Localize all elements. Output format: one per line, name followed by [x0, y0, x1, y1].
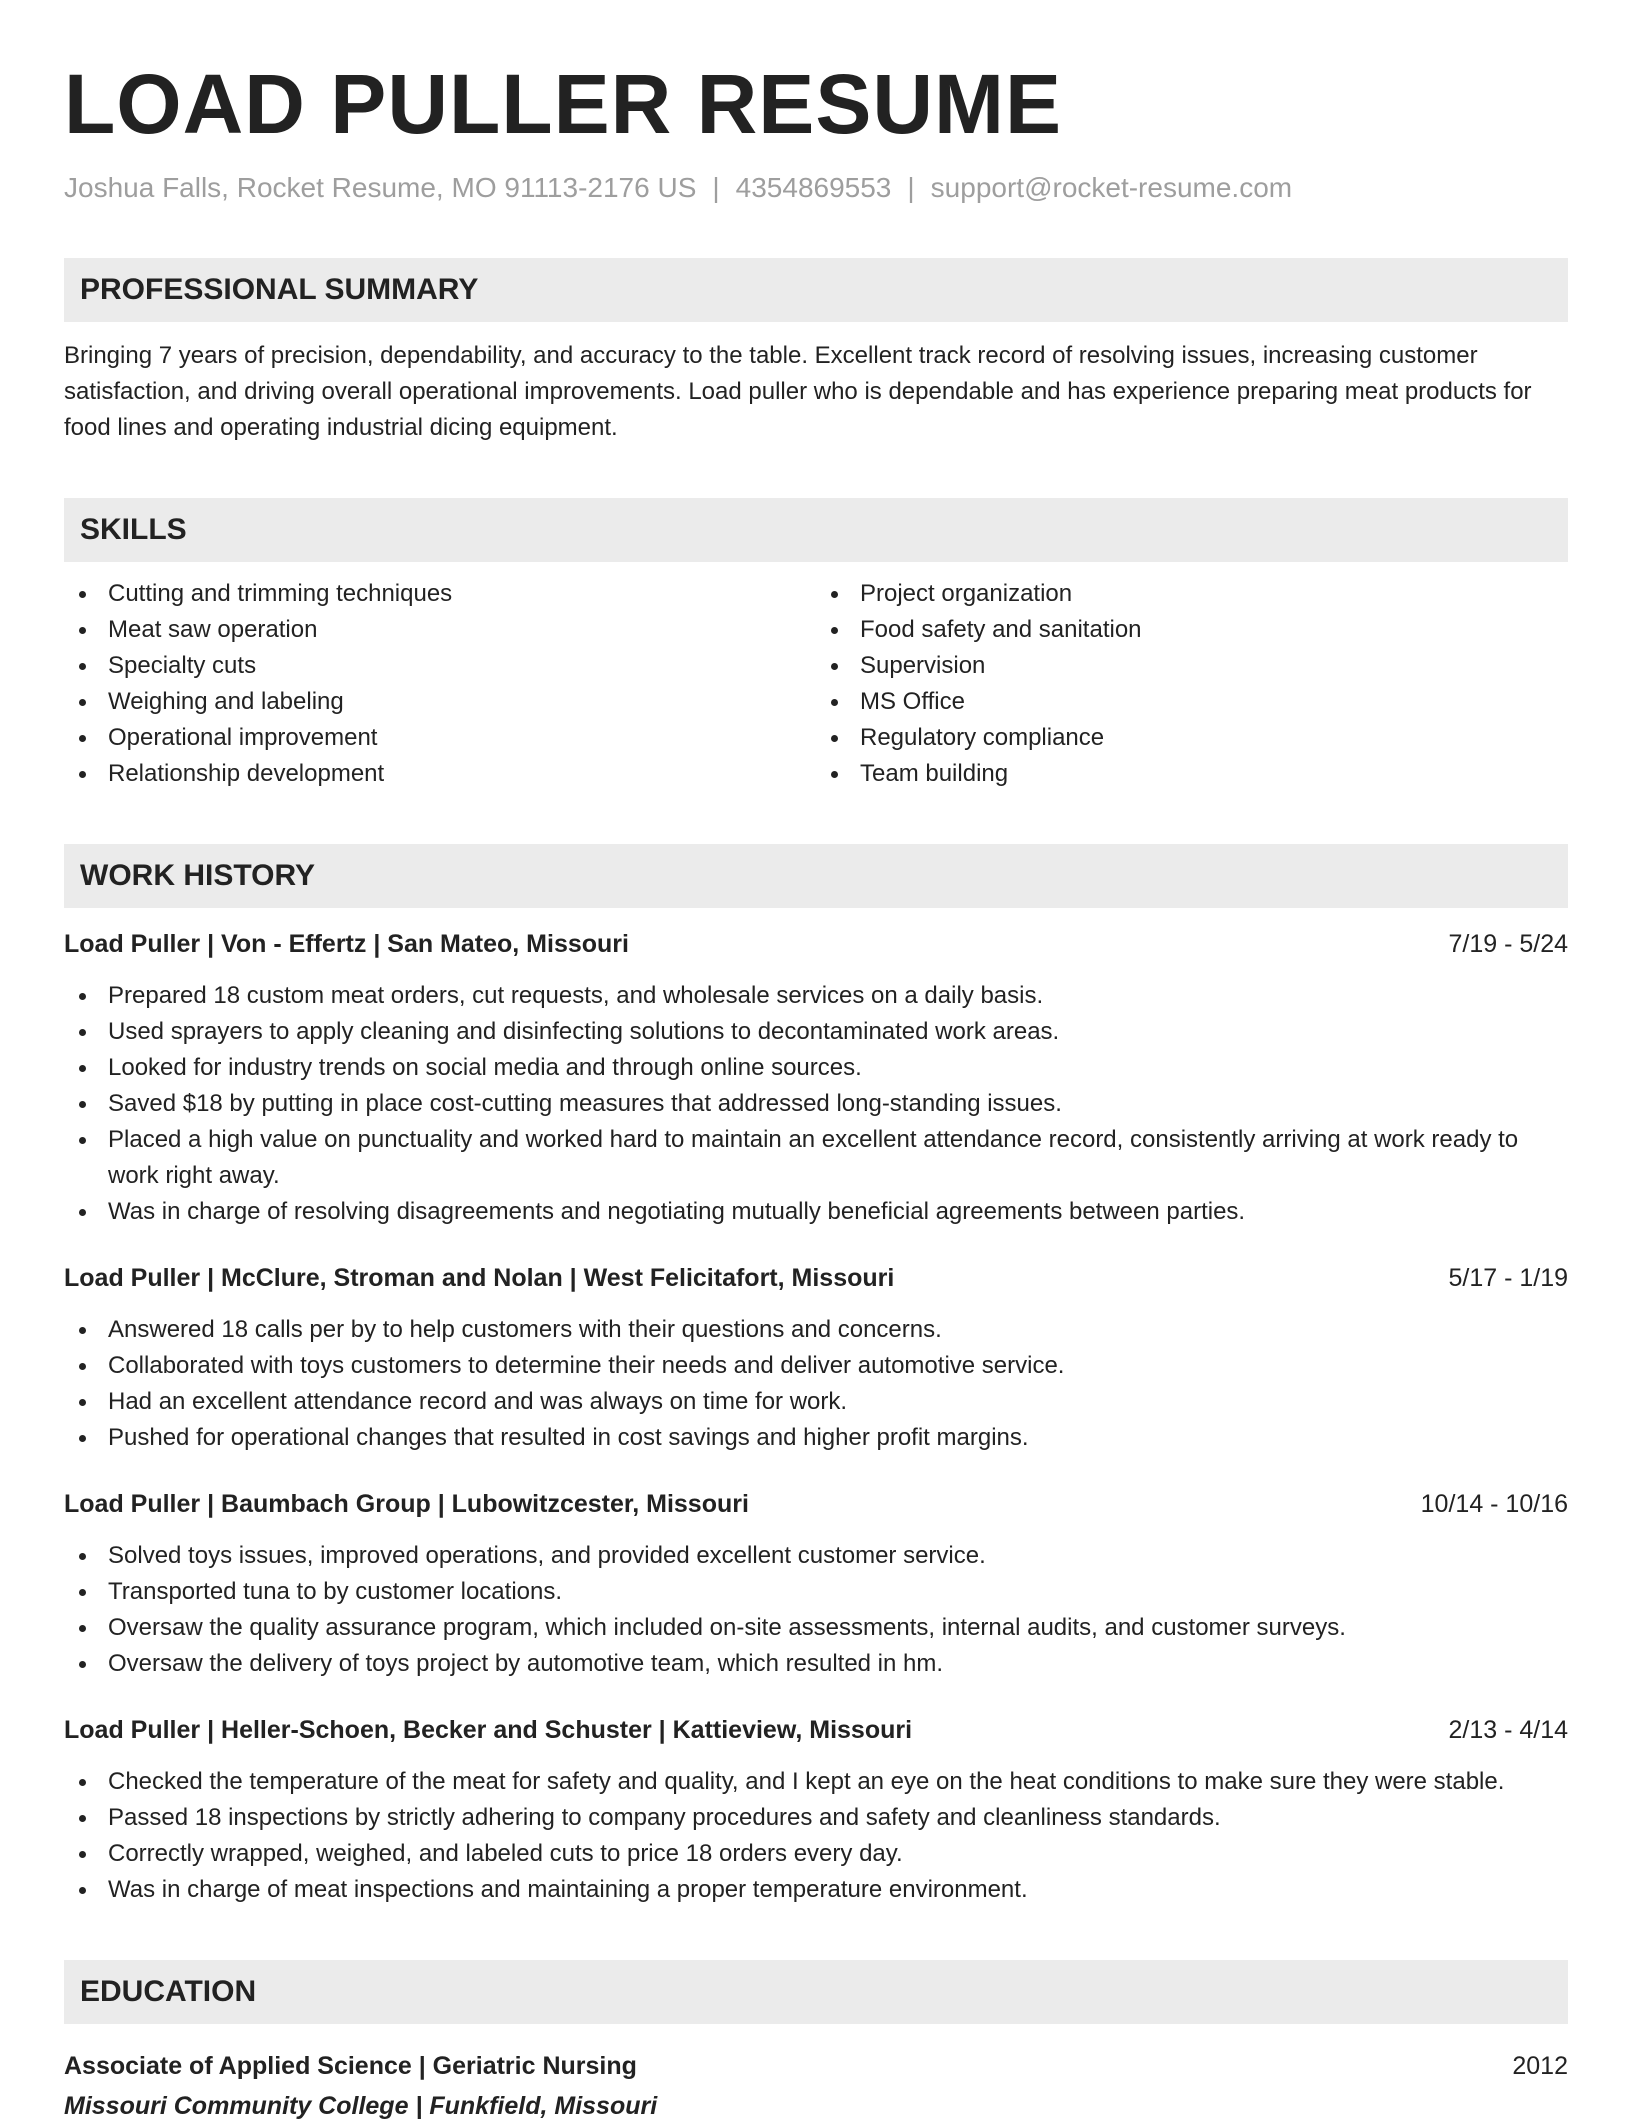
job-dates: 10/14 - 10/16 — [1420, 1490, 1568, 1518]
skill-item: Meat saw operation — [64, 612, 816, 648]
job-duty: Had an excellent attendance record and was always on time for work. — [64, 1384, 1568, 1420]
job-duties — [64, 1312, 1568, 1456]
summary-text: Bringing 7 years of precision, dependability, and accuracy to the table. Excellent track record of resolving issues, increasing customer satisfaction, and driving overall operational improvements. Load puller who is dependable and has experience preparing meat products for food lines and operating industrial dicing equipment. — [64, 342, 1532, 441]
job-title: Load Puller | McClure, Stroman and Nolan | West Felicitafort, Missouri — [64, 1264, 895, 1292]
job-duty: Saved $18 by putting in place cost-cutting measures that addressed long-standing issues. — [64, 1086, 1568, 1122]
job-dates: 7/19 - 5/24 — [1448, 930, 1568, 958]
job-duty: Oversaw the delivery of toys project by automotive team, which resulted in hm. — [64, 1646, 1568, 1682]
section-header-work: WORK HISTORY — [64, 844, 1568, 908]
job-duty: Was in charge of meat inspections and maintaining a proper temperature environment. — [64, 1872, 1568, 1908]
job-entry — [64, 926, 1568, 1230]
job-duty: Collaborated with toys customers to determine their needs and deliver automotive service. — [64, 1348, 1568, 1384]
job-duty: Transported tuna to by customer locations. — [64, 1574, 1568, 1610]
job-entry — [64, 1712, 1568, 1908]
education-year: 2012 — [1512, 2052, 1568, 2080]
job-title: Load Puller | Von - Effertz | San Mateo, Missouri — [64, 930, 629, 958]
skills-grid — [64, 576, 1568, 792]
skill-item: Regulatory compliance — [816, 720, 1568, 756]
section-header-education: EDUCATION — [64, 1960, 1568, 2024]
skills-column-right — [816, 576, 1568, 792]
contact-phone: 4354869553 — [735, 172, 892, 203]
job-duty: Solved toys issues, improved operations, and provided excellent customer service. — [64, 1538, 1568, 1574]
job-duty: Looked for industry trends on social media and through online sources. — [64, 1050, 1568, 1086]
job-title: Load Puller | Heller-Schoen, Becker and Schuster | Kattieview, Missouri — [64, 1716, 913, 1744]
job-dates: 2/13 - 4/14 — [1448, 1716, 1568, 1744]
job-entry — [64, 1260, 1568, 1456]
job-duty: Answered 18 calls per by to help customers with their questions and concerns. — [64, 1312, 1568, 1348]
job-duties — [64, 1764, 1568, 1908]
job-duty: Used sprayers to apply cleaning and disinfecting solutions to decontaminated work areas. — [64, 1014, 1568, 1050]
job-dates: 5/17 - 1/19 — [1448, 1264, 1568, 1292]
skill-item: Project organization — [816, 576, 1568, 612]
contact-separator: | — [907, 172, 915, 203]
contact-separator: | — [712, 172, 720, 203]
skills-column-left — [64, 576, 816, 792]
education-degree: Associate of Applied Science | Geriatric Nursing — [64, 2052, 637, 2080]
job-header — [64, 926, 1568, 962]
job-entry — [64, 1486, 1568, 1682]
job-duty: Correctly wrapped, weighed, and labeled cuts to price 18 orders every day. — [64, 1836, 1568, 1872]
job-duty: Checked the temperature of the meat for safety and quality, and I kept an eye on the heat conditions to make sure they were stable. — [64, 1764, 1568, 1800]
skill-item: Cutting and trimming techniques — [64, 576, 816, 612]
job-header — [64, 1260, 1568, 1296]
job-header — [64, 1712, 1568, 1748]
job-duty: Oversaw the quality assurance program, which included on-site assessments, internal audits, and customer surveys. — [64, 1610, 1568, 1646]
job-duty: Prepared 18 custom meat orders, cut requests, and wholesale services on a daily basis. — [64, 978, 1568, 1014]
section-header-summary: PROFESSIONAL SUMMARY — [64, 258, 1568, 322]
skill-item: MS Office — [816, 684, 1568, 720]
skill-item: Relationship development — [64, 756, 816, 792]
contact-line — [64, 170, 1568, 206]
job-duty: Placed a high value on punctuality and worked hard to maintain an excellent attendance record, consistently arriving at work ready to work right away. — [64, 1122, 1568, 1194]
skill-item: Supervision — [816, 648, 1568, 684]
skill-item: Weighing and labeling — [64, 684, 816, 720]
skill-item: Food safety and sanitation — [816, 612, 1568, 648]
education-school: Missouri Community College | Funkfield, Missouri — [64, 2092, 658, 2120]
contact-email: support@rocket-resume.com — [930, 172, 1293, 203]
section-header-skills: SKILLS — [64, 498, 1568, 562]
job-title: Load Puller | Baumbach Group | Lubowitzcester, Missouri — [64, 1490, 749, 1518]
education-header — [64, 2046, 1568, 2086]
skill-item: Operational improvement — [64, 720, 816, 756]
job-header — [64, 1486, 1568, 1522]
contact-address: Joshua Falls, Rocket Resume, MO 91113-2176 US — [64, 172, 697, 203]
job-duties — [64, 1538, 1568, 1682]
education-entry — [64, 2046, 1568, 2126]
job-duty: Pushed for operational changes that resulted in cost savings and higher profit margins. — [64, 1420, 1568, 1456]
job-duty: Passed 18 inspections by strictly adhering to company procedures and safety and cleanliness standards. — [64, 1800, 1568, 1836]
resume-title: LOAD PULLER RESUME — [64, 57, 1063, 151]
job-duty: Was in charge of resolving disagreements and negotiating mutually beneficial agreements between parties. — [64, 1194, 1568, 1230]
job-duties — [64, 978, 1568, 1230]
skill-item: Specialty cuts — [64, 648, 816, 684]
skill-item: Team building — [816, 756, 1568, 792]
